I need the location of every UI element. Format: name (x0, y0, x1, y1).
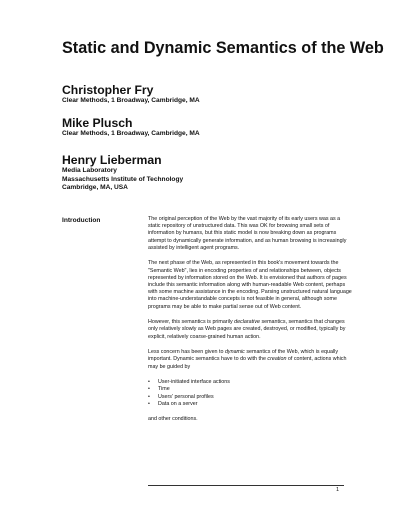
author-name: Henry Lieberman (62, 153, 162, 167)
section-body (148, 216, 353, 432)
list-item-text: Time (158, 386, 170, 393)
author-affiliation: Cambridge, MA, USA (62, 184, 128, 192)
page-number: 1 (336, 487, 340, 493)
paragraph-text: of content, actions which may be guided by (148, 356, 347, 370)
paragraph (148, 349, 353, 371)
paragraph-text: semantics of the Web, which is equally important. Dynamic semantics have to do with the (148, 349, 339, 363)
author-name: Mike Plusch (62, 116, 133, 130)
author-name: Christopher Fry (62, 83, 154, 97)
emphasis-text: declarative (234, 319, 260, 326)
bullet-list (148, 379, 353, 408)
section-heading: Introduction (62, 217, 101, 224)
author-block (62, 153, 362, 193)
paragraph: The next phase of the Web, as represented in this book's movement towards the "Semantic Web", lies in encoding properties of and relationships between, objects represented by information stored on the Web. It is envisioned that authors of pages include this semantic information along with human-readable Web content, perhaps with some machine assistance in the encoding. Parsing unstructured natural language into machine-understandable concepts is not feasible in general, although some programs may be able to make partial sense out of Web content. (148, 260, 352, 310)
paragraph: The original perception of the Web by the vast majority of its early users was as a static repository of unstructured data. This was OK for browsing small sets of information by humans, but this static model is now breaking down as programs attempt to dynamically generate information, and as human browsing is increasingly assisted by intelligent agent programs. (148, 216, 347, 251)
list-item-text: Users' personal profiles (158, 393, 214, 400)
list-item (148, 386, 353, 393)
paragraph-text: However, this semantics is primarily (148, 319, 235, 326)
author-affiliation: Clear Methods, 1 Broadway, Cambridge, MA (62, 97, 200, 104)
author-affiliation: Clear Methods, 1 Broadway, Cambridge, MA (62, 130, 200, 137)
bullet-icon: • (148, 400, 150, 407)
emphasis-text: dynamic (224, 349, 245, 356)
author-block (62, 83, 362, 106)
paragraph: and other conditions. (148, 416, 198, 423)
bullet-icon: • (148, 386, 150, 393)
paragraph-text: semantics, semantics that changes only relatively slowly as Web pages are created, destroyed, or modified, typically by explicit, relatively coarse-grained human action. (148, 319, 346, 340)
bullet-icon: • (148, 393, 150, 400)
list-item (148, 379, 353, 386)
paper-title: Static and Dynamic Semantics of the Web (62, 39, 384, 57)
list-item-text: User-initiated interface actions (158, 379, 230, 386)
bullet-icon: • (148, 379, 150, 386)
list-item-text: Data on a server (158, 400, 198, 407)
author-affiliation: Massachusetts Institute of Technology (62, 175, 184, 183)
author-block (62, 116, 362, 139)
paragraph-text: Less concern has been given to (148, 349, 225, 356)
list-item (148, 394, 353, 401)
list-item (148, 401, 353, 408)
emphasis-text: creation (267, 356, 287, 363)
paragraph (148, 319, 353, 341)
footer-divider (148, 485, 344, 486)
author-affiliation: Media Laboratory (62, 167, 117, 174)
